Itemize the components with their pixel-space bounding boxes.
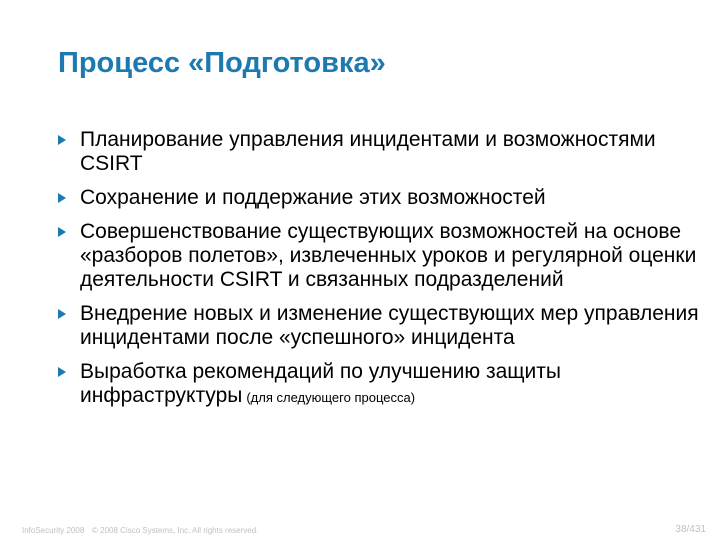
bullet-text: Планирование управления инцидентами и возможностями CSIRT — [80, 128, 656, 175]
page-number: 38/431 — [675, 524, 706, 535]
bullet-marker-icon — [58, 227, 66, 237]
bullet-item — [58, 360, 708, 410]
footer — [0, 522, 728, 538]
bullet-marker-icon — [58, 309, 66, 319]
bullet-text: Внедрение новых и изменение существующих мер управления инцидентами после «успешного» инцидента — [80, 302, 699, 349]
footer-event: InfoSecurity 2008 — [22, 526, 85, 535]
bullet-item — [58, 128, 708, 176]
bullet-text: Сохранение и поддержание этих возможностей — [80, 186, 546, 209]
bullet-item — [58, 302, 708, 350]
bullet-note: (для следующего процесса) — [246, 390, 416, 405]
bullet-text: Выработка рекомендаций по улучшению защиты инфраструктуры — [80, 360, 562, 407]
bullet-item — [58, 186, 708, 210]
bullet-marker-icon — [58, 367, 66, 377]
bullet-item — [58, 220, 708, 292]
footer-copyright: © 2008 Cisco Systems, Inc. All rights reserved. — [92, 526, 259, 535]
bullet-text-with-note — [80, 360, 708, 410]
bullet-marker-icon — [58, 135, 66, 145]
bullet-list — [58, 128, 708, 420]
slide-title: Процесс «Подготовка» — [58, 47, 386, 79]
bullet-text: Совершенствование существующих возможностей на основе «разборов полетов», извлеченных уроков и регулярной оценки деятельности CSIRT и связанных подразделений — [80, 220, 697, 291]
bullet-marker-icon — [58, 193, 66, 203]
